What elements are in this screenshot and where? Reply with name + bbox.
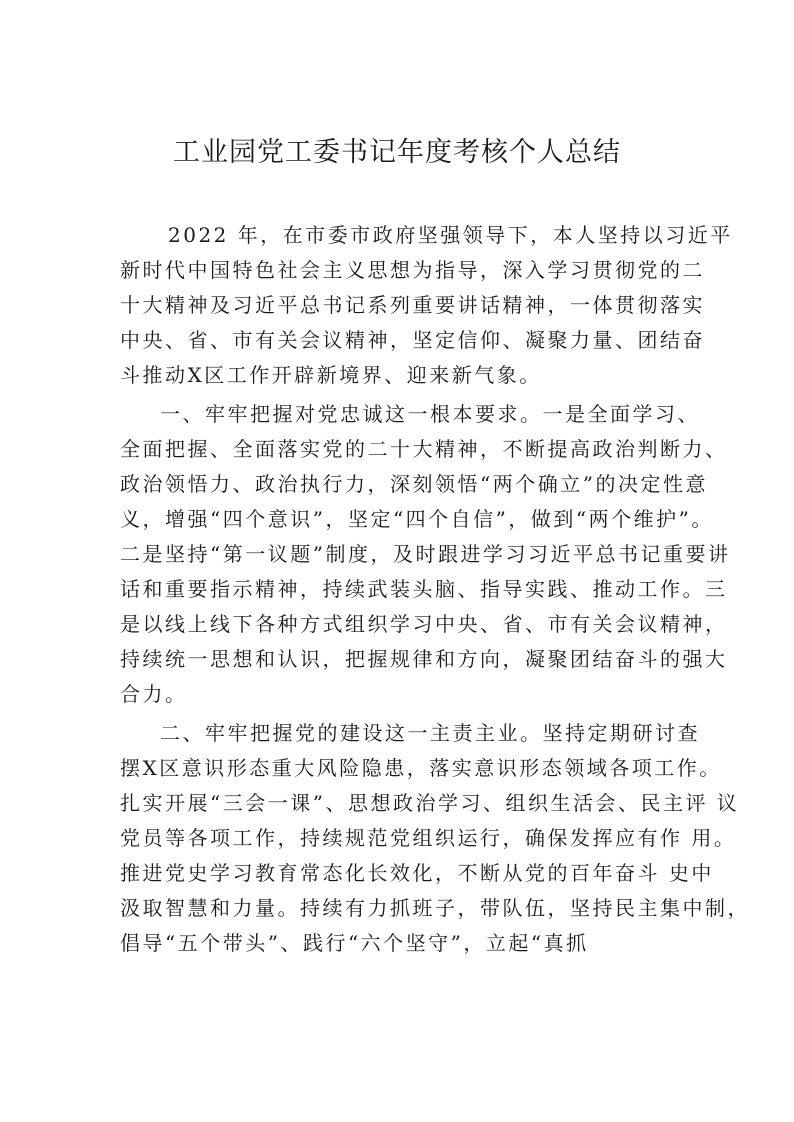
paragraph-section-two xyxy=(120,716,750,961)
text-line: 十大精神及习近平总书记系列重要讲话精神，一体贯彻落实 xyxy=(120,293,705,317)
text-line: 是以线上线下各种方式组织学习中央、省、市有关会议精神， xyxy=(120,612,728,636)
text-line: 义，增强“四个意识”，坚定“四个自信”，做到“两个维护”。 xyxy=(120,507,714,531)
paragraph-section-one xyxy=(120,397,731,712)
text-line: 扎实开展“三会一课”、思想政治学习、组织生活会、民主评 议 xyxy=(120,791,740,815)
text-line: 汲取智慧和力量。持续有力抓班子，带队伍，坚持民主集中制， xyxy=(120,896,750,920)
paragraph-intro xyxy=(120,218,733,393)
document-body xyxy=(120,218,750,961)
document-title: 工业园党工委书记年度考核个人总结 xyxy=(173,137,621,168)
text-line: 一、牢牢把握对党忠诚这一根本要求。一是全面学习、 xyxy=(160,402,700,426)
text-line: 推进党史学习教育常态化长效化，不断从党的百年奋斗 史中 xyxy=(120,861,714,885)
text-line: 斗推动X区工作开辟新境界、迎来新气象。 xyxy=(120,363,542,387)
text-line: 倡导“五个带头”、践行“六个坚守”，立起“真抓 xyxy=(120,931,589,955)
text-line: 二、牢牢把握党的建设这一主责主业。坚持定期研讨查 xyxy=(160,721,700,745)
text-line: 摆X区意识形态重大风险隐患，落实意识形态领域各项工作。 xyxy=(120,756,722,780)
text-line: 中央、省、市有关会议精神，坚定信仰、凝聚力量、团结奋 xyxy=(120,328,705,352)
text-line: 持续统一思想和认识，把握规律和方向，凝聚团结奋斗的强大 xyxy=(120,647,728,671)
text-line: 党员等各项工作，持续规范党组织运行，确保发挥应有作 用。 xyxy=(120,826,737,850)
text-line: 全面把握、全面落实党的二十大精神，不断提高政治判断力、 xyxy=(120,437,728,461)
text-line: 话和重要指示精神，持续武装头脑、指导实践、推动工作。三 xyxy=(120,577,728,601)
text-line: 新时代中国特色社会主义思想为指导，深入学习贯彻党的二 xyxy=(120,258,705,282)
text-line: 二是坚持“第一议题”制度，及时跟进学习习近平总书记重要讲 xyxy=(120,542,731,566)
text-line: 2022 年，在市委市政府坚强领导下，本人坚持以习近平 xyxy=(168,223,733,247)
text-line: 合力。 xyxy=(120,682,188,706)
text-line: 政治领悟力、政治执行力，深刻领悟“两个确立”的决定性意 xyxy=(120,472,708,496)
